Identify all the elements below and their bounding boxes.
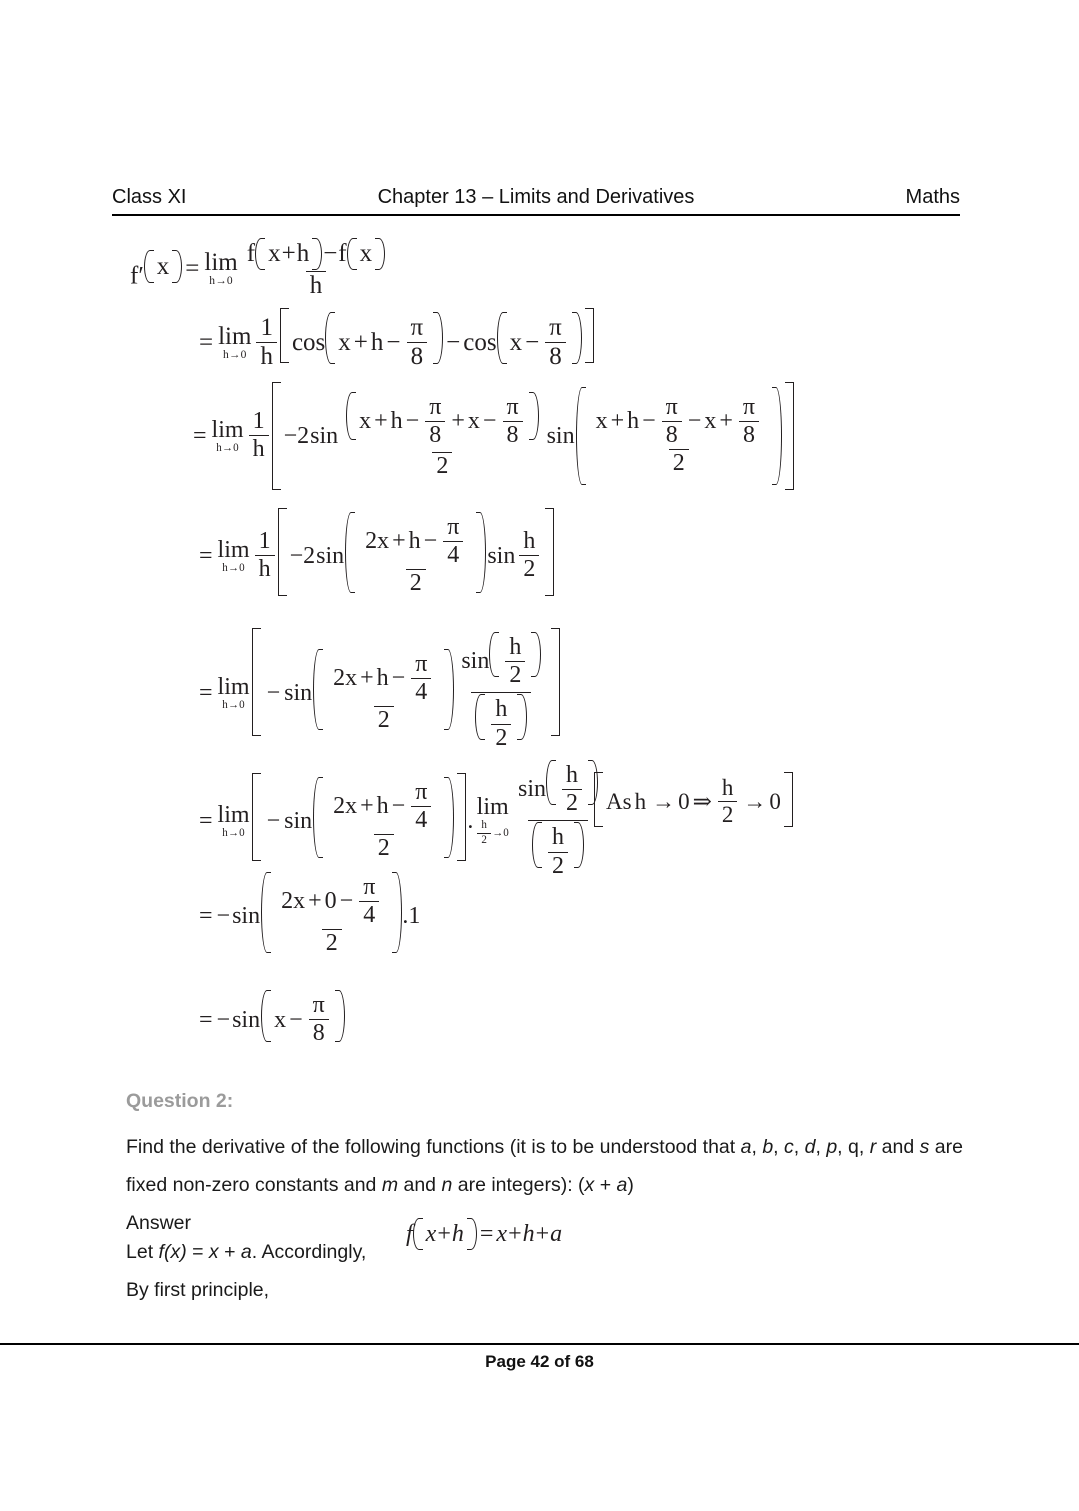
eq3-arg2: x + h − $\frac{\pi}{8}$ − x + $\frac{\pi}{8}$ 2 xyxy=(576,387,782,485)
equation-line-8: = − sin x − $\frac{\pi}{8}$ xyxy=(196,990,345,1049)
eq5-sin-ratio: sin $\frac{h}{2}$ $\frac{h}{2}$ xyxy=(457,632,545,754)
var-p: p xyxy=(826,1136,838,1158)
eq6-bracket: − sin 2x + h − $\frac{\pi}{4}$ 2 xyxy=(252,773,467,869)
let-x: x xyxy=(208,1241,219,1263)
question-heading: Question 2: xyxy=(126,1090,234,1112)
header-class: Class XI xyxy=(112,186,187,208)
let-a: a xyxy=(240,1241,252,1263)
eq6-limit: lim h→0 xyxy=(217,801,250,839)
var-s: s xyxy=(919,1136,930,1158)
eq6-arg: 2x + h − $\frac{\pi}{4}$ 2 xyxy=(313,777,454,865)
equation-line-5: = lim h→0 − sin 2x + h − $\frac{\pi}{4}$ 2 sin $\frac{h}{2}$ $\frac{h}{2}$ xyxy=(196,628,560,758)
eq6-limit-2: lim $\frac{h}{2}$ →0 xyxy=(476,794,510,846)
equation-line-7: = − sin 2x + 0 − $\frac{\pi}{4}$ 2 .1 xyxy=(196,872,420,960)
var-a: a xyxy=(740,1136,752,1158)
var-q: q, xyxy=(848,1136,865,1158)
equation-line-6: = lim h→0 − sin 2x + h − $\frac{\pi}{4}$ 2 . lim $\frac{h}{2}$ →0 sin $\frac{h}{2}$ $\frac{h}{2}$ xyxy=(196,760,605,882)
equation-line-2: = lim h→0 $\frac{1}{h}$ cos x + h − $\frac{\pi}{8}$ − cos x − $\frac{\pi}{8}$ xyxy=(196,308,594,378)
equation-line-3: = lim h→0 $\frac{1}{h}$ −2 sin x + h − $\frac{\pi}{8}$ + x − $\frac{\pi}{8}$ 2 sin x + h − $\frac{\pi}{8}$ − x + $\frac{\pi}{8}$ 2 xyxy=(190,382,794,490)
equation-line-1: f′ x = lim h→0 f x + h − f x h xyxy=(130,238,392,300)
let-fx: f(x) xyxy=(158,1241,187,1263)
eq1-limit: lim h→0 xyxy=(204,249,238,287)
eq6-dot: . xyxy=(467,807,474,834)
question-text: Find the derivative of the following functions (it is to be understood that a, b, c, d, p, q, r and s are fixed non-zero constants and m and n are integers): (x + a) xyxy=(126,1136,963,1196)
var-n: n xyxy=(441,1174,453,1196)
header-subject: Maths xyxy=(905,186,960,208)
var-d: d xyxy=(804,1136,816,1158)
eq4-bracket: −2 sin 2x + h − $\frac{\pi}{4}$ 2 sin $\frac{h}{2}$ xyxy=(278,508,555,604)
eq7-times-one: .1 xyxy=(402,902,421,929)
eq2-bracket: cos x + h − $\frac{\pi}{8}$ − cos x − $\frac{\pi}{8}$ xyxy=(280,308,594,378)
footer-page-number: Page 42 of 68 xyxy=(485,1352,594,1371)
eq1-fraction xyxy=(243,238,389,300)
var-b: b xyxy=(762,1136,774,1158)
eq3-limit: lim h→0 xyxy=(211,416,244,454)
first-principle-line: By first principle, xyxy=(126,1279,270,1301)
eq2-limit: lim h→0 xyxy=(218,323,252,361)
accordingly-a: a xyxy=(550,1221,563,1247)
header-chapter: Chapter 13 – Limits and Derivatives xyxy=(377,186,695,208)
var-a2: a xyxy=(616,1174,628,1196)
document-header xyxy=(112,186,960,216)
eq8-arg: x − $\frac{\pi}{8}$ xyxy=(261,990,345,1049)
eq1-numerator: f x + h − f x xyxy=(243,238,389,271)
let-fx-line: Let f(x) = x + a. Accordingly, xyxy=(126,1241,367,1263)
accordingly-equation: f x + h = x + h + a xyxy=(406,1218,562,1250)
footer-rule xyxy=(0,1343,1079,1345)
eq7-arg: 2x + 0 − $\frac{\pi}{4}$ 2 xyxy=(261,872,402,960)
equation-line-4: = lim h→0 $\frac{1}{h}$ −2 sin 2x + h − $\frac{\pi}{4}$ 2 sin $\frac{h}{2}$ xyxy=(196,508,554,604)
var-r: r xyxy=(869,1136,877,1158)
eq1-lhs: f′ x xyxy=(130,250,182,288)
eq5-limit: lim h→0 xyxy=(217,673,250,711)
var-x: x xyxy=(584,1174,595,1196)
answer-label: Answer xyxy=(126,1212,192,1234)
eq6-limit2-arrow: →0 xyxy=(492,826,510,839)
eq3-bracket: −2 sin x + h − $\frac{\pi}{8}$ + x − $\frac{\pi}{8}$ 2 sin x + h − $\frac{\pi}{8}$ − x + $\frac{\pi}{8}$ 2 xyxy=(272,382,794,490)
eq1-denominator: h xyxy=(306,271,327,299)
equation-note-as-h-to-zero: As h → 0 ⇒ $\frac{h}{2}$ → 0 xyxy=(594,772,793,831)
eq3-arg1: x + h − $\frac{\pi}{8}$ + x − $\frac{\pi}{8}$ 2 xyxy=(342,392,542,480)
eq2-one-over-h: $\frac{1}{h}$ xyxy=(256,315,277,371)
eq5-arg: 2x + h − $\frac{\pi}{4}$ 2 xyxy=(313,649,454,737)
eq6-sin-ratio: sin $\frac{h}{2}$ $\frac{h}{2}$ xyxy=(514,760,602,882)
var-c: c xyxy=(784,1136,794,1158)
var-m: m xyxy=(381,1174,399,1196)
eq4-arg: 2x + h − $\frac{\pi}{4}$ 2 xyxy=(345,512,486,600)
eq5-bracket: − sin 2x + h − $\frac{\pi}{4}$ 2 sin $\frac{h}{2}$ $\frac{h}{2}$ xyxy=(252,628,561,758)
eq4-h-over-2: $\frac{h}{2}$ xyxy=(519,529,539,582)
eq4-limit: lim h→0 xyxy=(217,536,250,574)
